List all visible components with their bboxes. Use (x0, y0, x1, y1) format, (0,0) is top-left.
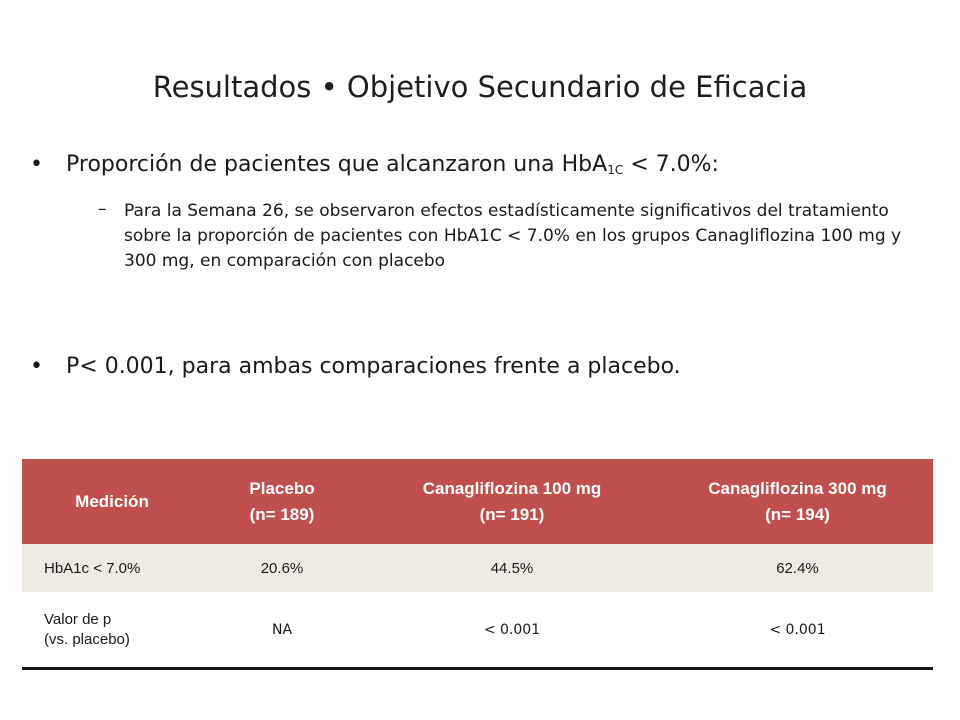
cell-cana-100: < 0.001 (362, 592, 662, 669)
row-label: HbA1c < 7.0% (22, 544, 202, 592)
bullet-dot: • (30, 354, 43, 379)
sub-bullet-1-text: Para la Semana 26, se observaron efectos estadísticamente significativos del tratamiento sobre la proporción de pacientes con HbA1C < 7.0% en los grupos Canagliflozina 100 mg y 300 mg, en comparación con placebo (124, 201, 902, 271)
cell-cana-100: 44.5% (362, 544, 662, 592)
table-row (22, 544, 933, 592)
slide-title: Resultados • Objetivo Secundario de Eficacia (152, 70, 808, 104)
cell-cana-300: 62.4% (662, 544, 933, 592)
bullet-2-text: P< 0.001, para ambas comparaciones frente a placebo. (66, 354, 681, 379)
row-label: Valor de p (vs. placebo) (22, 592, 202, 669)
bullet-dot: • (30, 152, 43, 177)
header-placebo: Placebo (n= 189) (202, 459, 362, 544)
table-row (22, 592, 933, 669)
header-cana-100: Canagliflozina 100 mg (n= 191) (362, 459, 662, 544)
dash-marker: – (98, 199, 107, 219)
results-table (22, 459, 933, 670)
table-header-row (22, 459, 933, 544)
cell-placebo: 20.6% (202, 544, 362, 592)
cell-placebo: NA (202, 592, 362, 669)
hba-subscript: 1C (607, 163, 624, 177)
header-cana-300: Canagliflozina 300 mg (n= 194) (662, 459, 933, 544)
bullet-1-text: Proporción de pacientes que alcanzaron una HbA$_{1C}$ < 7.0%: (66, 152, 719, 177)
header-medicion: Medición (22, 459, 202, 544)
bullet-1 (30, 152, 719, 177)
bullet-2 (30, 354, 681, 379)
sub-bullet-1 (98, 199, 914, 274)
cell-cana-300: < 0.001 (662, 592, 933, 669)
